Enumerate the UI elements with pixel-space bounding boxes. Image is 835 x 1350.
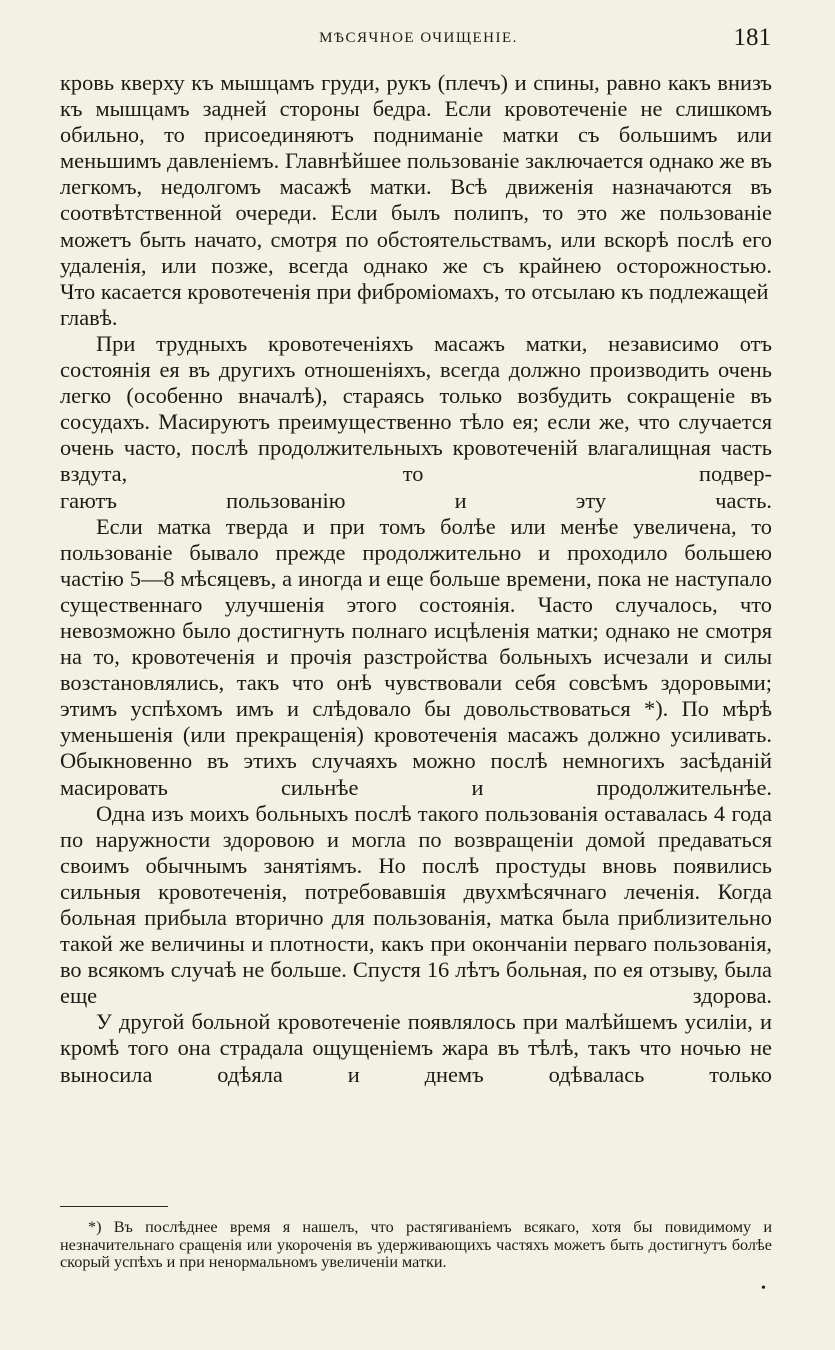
paragraph-last-line: еще здорова. <box>60 983 772 1009</box>
paragraph <box>60 801 772 1010</box>
paragraph-text: кровь кверху къ мышцамъ груди, рукъ (плечъ) и спины, равно какъ внизъ къ мышцамъ задней стороны бедра. Если кровотеченіе не слишкомъ обильно, то присоединяютъ подниманіе матки съ большимъ или меньшимъ давленіемъ. Главнѣйшее пользованіе заключается однако же въ легкомъ, недолгомъ масажѣ матки. Всѣ движенія назначаются въ соотвѣтственной очереди. Если былъ полипъ, то это же пользованіе можетъ быть начато, смотря по обстоятельствамъ, или вскорѣ послѣ его удаленія, или позже, всегда однако же съ крайнею осторожностью. <box>60 70 772 278</box>
paragraph-last-line: масировать сильнѣе и продолжительнѣе. <box>60 774 772 800</box>
print-mark: • <box>761 1281 766 1296</box>
footnote: *) Въ послѣднее время я нашелъ, что растягиваніемъ всякаго, хотя бы повидимому и незначительнаго сращенія или укороченія въ удерживающихъ частяхъ можетъ быть достигнутъ болѣе скорый успѣхъ и при ненормальномъ увеличеніи матки. <box>60 1218 772 1272</box>
running-title: МѢСЯЧНОЕ ОЧИЩЕНІЕ. <box>319 30 518 46</box>
paragraph-text: Если матка тверда и при томъ болѣе или менѣе увеличена, то пользованіе бывало прежде продолжительно и проходило большею частію 5—8 мѣсяцевъ, а иногда и еще больше времени, пока не наступало существеннаго улучшенія этого состоянія. Часто случалось, что невозможно было достигнуть полнаго исцѣленія матки; однако не смотря на то, кровотеченія и прочія разстройства больныхъ исчезали и силы возстановлялись, такъ что онѣ чувствовали себя совсѣмъ здоровыми; этимъ успѣхомъ имъ и слѣдовало бы довольствоваться *). По мѣрѣ уменьшенія (или прекращенія) кровотеченія масажъ должно усиливать. Обыкновенно въ этихъ случаяхъ можно послѣ немногихъ засѣданій <box>60 513 772 774</box>
paragraph <box>60 331 772 514</box>
paragraph-continued <box>60 70 772 331</box>
page-number: 181 <box>733 24 771 51</box>
paragraph-text: Одна изъ моихъ больныхъ послѣ такого пользованія оставалась 4 года по наружности здоровою и могла по возвращеніи домой предаваться своимъ обычнымъ занятіямъ. Но послѣ простуды вновь появились сильныя кровотеченія, потребовавшія двухмѣсячнаго леченія. Когда больная прибыла вторично для пользованія, матка была приблизительно такой же величины и плотности, какъ при окончаніи перваго пользованія, во всякомъ случаѣ не больше. Спустя 16 лѣтъ больная, по ея отзыву, была <box>60 800 772 983</box>
paragraph-text: При трудныхъ кровотеченіяхъ масажъ матки, независимо отъ состоянія ея въ другихъ отношеніяхъ, всегда должно производить очень легко (особенно вначалѣ), стараясь только возбудить сокращеніе въ сосудахъ. Масируютъ преимущественно тѣло ея; если же, что случается очень часто, послѣ продолжительныхъ кровотеченій влагалищная часть вздута, то подвер- <box>60 330 772 487</box>
paragraph-last-line: Что касается кровотеченія при фиброміомахъ, то отсылаю къ подлежащей главѣ. <box>60 278 769 330</box>
paragraph-last-line: гаютъ пользованію и эту часть. <box>60 487 772 513</box>
paragraph <box>60 1009 772 1087</box>
footnote-divider <box>60 1206 168 1207</box>
paragraph-text: У другой больной кровотеченіе появлялось при малѣйшемъ усиліи, и кромѣ того она страдала ощущеніемъ жара въ тѣлѣ, такъ что ночью не выносила одѣяла и днемъ одѣвалась только <box>60 1009 772 1087</box>
body-text <box>60 70 772 1088</box>
running-head <box>66 24 771 54</box>
paragraph <box>60 514 772 801</box>
